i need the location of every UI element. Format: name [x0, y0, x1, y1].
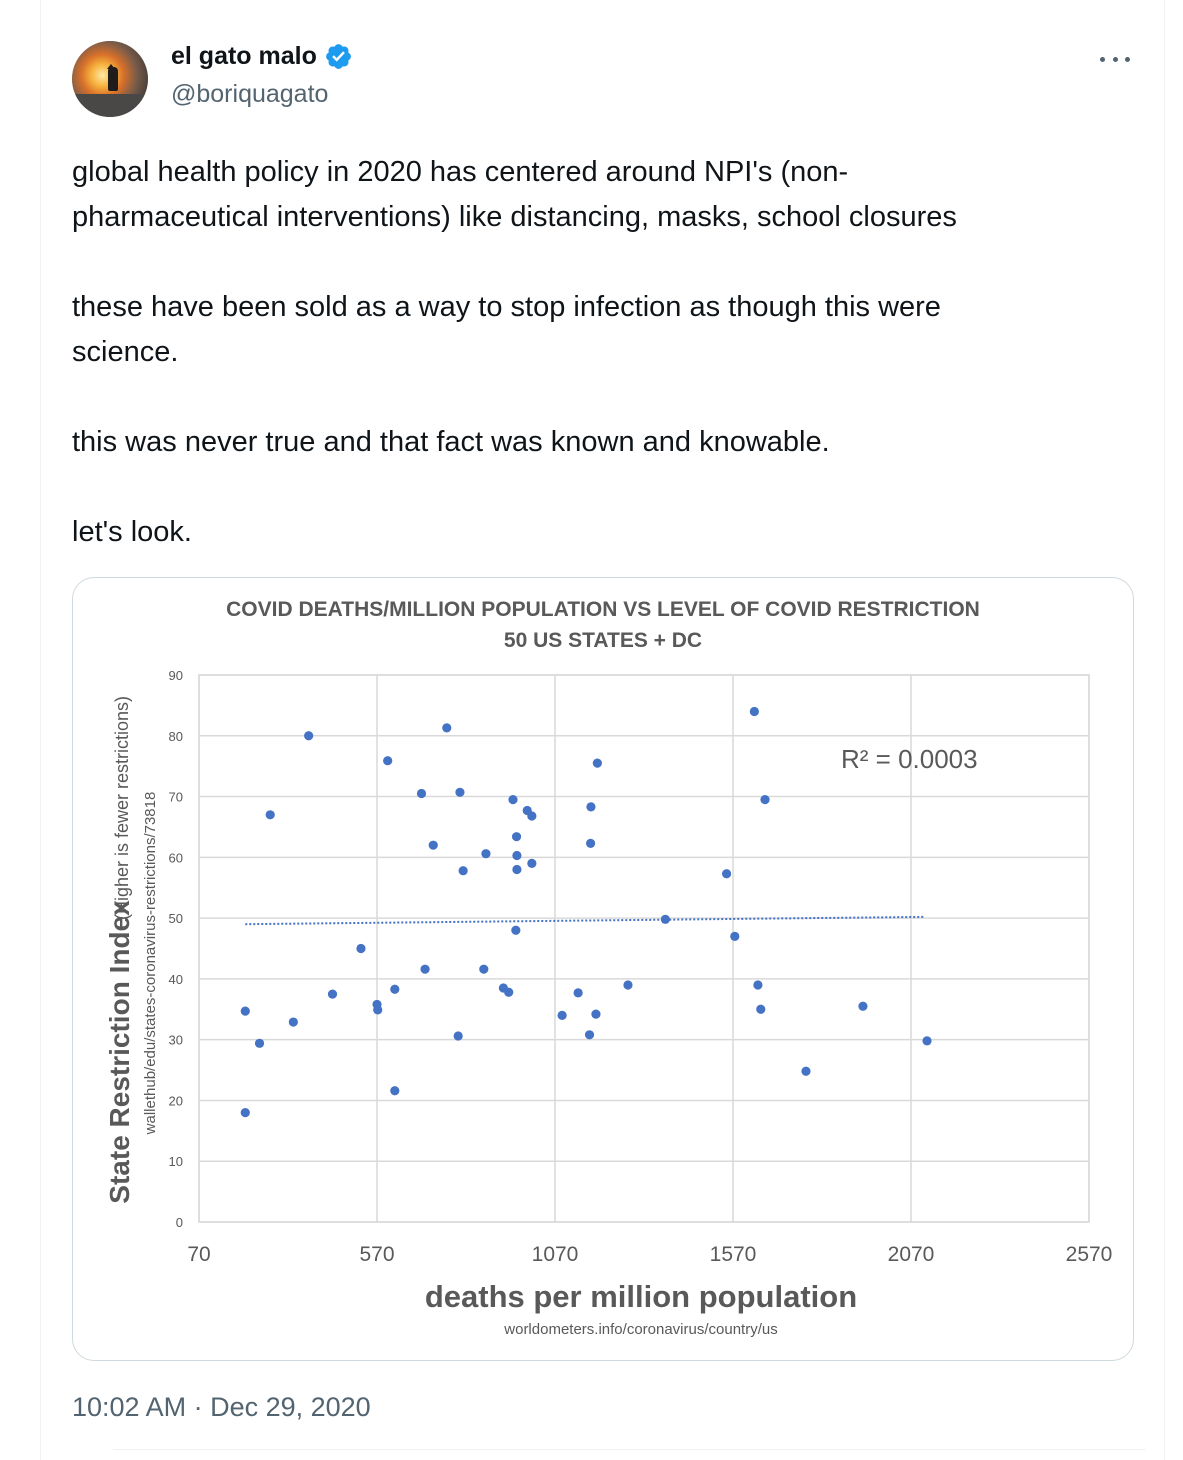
data-point [420, 965, 429, 974]
y-tick-label: 40 [168, 971, 183, 987]
data-point [356, 944, 365, 953]
data-point [756, 1005, 765, 1014]
tweet-paragraph: let's look. [72, 516, 192, 548]
data-point [512, 865, 521, 874]
data-point [623, 980, 632, 989]
author-display-name[interactable]: el gato malo [171, 42, 317, 70]
data-point [455, 788, 464, 797]
data-point [442, 723, 451, 732]
data-point [591, 1010, 600, 1019]
data-point [328, 989, 337, 998]
data-point [417, 789, 426, 798]
data-point [241, 1108, 250, 1117]
data-point [508, 795, 517, 804]
x-tick-label: 2570 [1065, 1243, 1113, 1266]
chart-title-line-1: COVID DEATHS/MILLION POPULATION VS LEVEL OF COVID RESTRICTION [226, 598, 980, 621]
data-point [373, 1005, 382, 1014]
data-point [481, 849, 490, 858]
data-point [593, 759, 602, 768]
scatter-chart [73, 578, 1134, 1361]
y-tick-label: 50 [168, 911, 183, 927]
data-point [922, 1036, 931, 1045]
divider [113, 1449, 1146, 1450]
tweet-text [72, 150, 1132, 600]
x-tick-label: 70 [187, 1243, 211, 1266]
data-point [753, 980, 762, 989]
data-point [801, 1067, 810, 1076]
data-point [858, 1002, 867, 1011]
data-point [454, 1031, 463, 1040]
data-point [760, 795, 769, 804]
data-point [304, 731, 313, 740]
data-point [459, 866, 468, 875]
x-axis-label: deaths per million population [424, 1279, 858, 1314]
x-axis-source: worldometers.info/coronavirus/country/us [504, 1321, 778, 1338]
tweet-media-chart[interactable] [72, 577, 1134, 1361]
y-axis-note: (Higher is fewer restrictions) [112, 695, 132, 921]
data-point [586, 839, 595, 848]
data-point [479, 965, 488, 974]
data-point [289, 1017, 298, 1026]
data-point [429, 841, 438, 850]
data-point [512, 832, 521, 841]
author-handle[interactable]: @boriquagato [171, 80, 329, 108]
y-tick-label: 0 [175, 1215, 183, 1230]
x-tick-label: 1070 [531, 1243, 579, 1266]
data-point [527, 811, 536, 820]
data-point [390, 985, 399, 994]
tweet-paragraph: these have been sold as a way to stop infection as though this were science. [72, 291, 941, 368]
r-squared-annotation: R² = 0.0003 [841, 744, 978, 774]
data-point [558, 1011, 567, 1020]
y-tick-label: 60 [168, 850, 183, 866]
y-axis-label: State Restriction Index [104, 900, 135, 1204]
data-point [586, 802, 595, 811]
data-point [527, 859, 536, 868]
data-point [661, 915, 670, 924]
tweet-paragraph: this was never true and that fact was known and knowable. [72, 426, 830, 458]
y-tick-label: 90 [168, 668, 183, 683]
data-point [504, 988, 513, 997]
verified-badge-icon [324, 42, 353, 71]
x-tick-label: 570 [359, 1243, 395, 1266]
x-tick-label: 1570 [709, 1243, 757, 1266]
x-tick-label: 2070 [887, 1243, 935, 1266]
chart-title-line-2: 50 US STATES + DC [503, 629, 703, 652]
avatar[interactable] [72, 41, 148, 117]
y-tick-label: 30 [168, 1032, 183, 1048]
data-point [266, 810, 275, 819]
y-tick-label: 10 [168, 1154, 183, 1170]
data-point [585, 1030, 594, 1039]
author-name-row [171, 42, 353, 71]
data-point [750, 707, 759, 716]
y-tick-label: 70 [168, 789, 183, 805]
data-point [255, 1039, 264, 1048]
data-point [722, 869, 731, 878]
data-point [241, 1007, 250, 1016]
data-point [511, 926, 520, 935]
data-point [730, 932, 739, 941]
y-tick-label: 20 [168, 1093, 183, 1109]
data-point [574, 988, 583, 997]
tweet-timestamp[interactable]: 10:02 AM · Dec 29, 2020 [72, 1392, 371, 1422]
tweet-paragraph: global health policy in 2020 has centered around NPI's (non- pharmaceutical interventions) like distancing, masks, school closures [72, 156, 957, 233]
y-axis-source: wallethub/edu/states-coronavirus-restrictions/73818 [142, 791, 159, 1135]
more-options-icon[interactable] [1100, 48, 1130, 70]
data-point [383, 756, 392, 765]
data-point [512, 851, 521, 860]
data-point [390, 1086, 399, 1095]
y-tick-label: 80 [168, 728, 183, 744]
